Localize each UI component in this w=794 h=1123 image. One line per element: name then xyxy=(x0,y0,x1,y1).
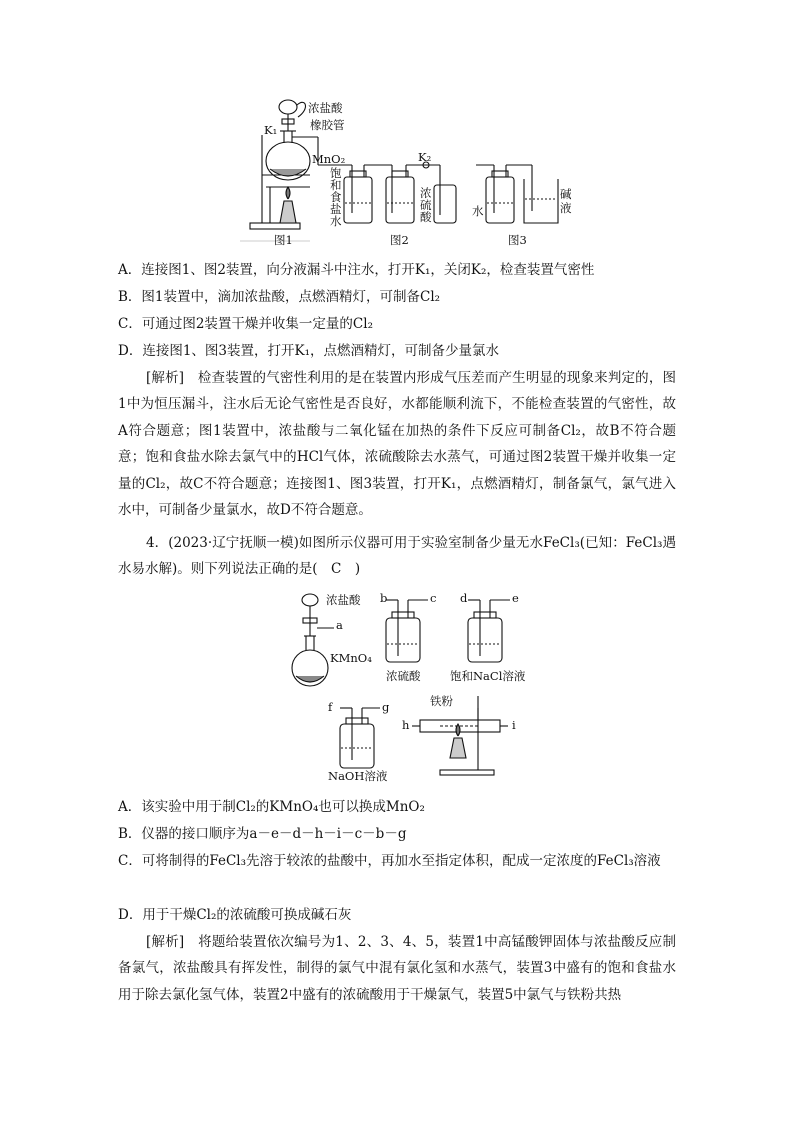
q3-option-a: A．连接图1、图2装置，向分液漏斗中注水，打开K₁，关闭K₂，检查装置气密性 xyxy=(118,262,595,278)
fig2-label-h2so4 xyxy=(420,187,432,223)
fig1-caption: 图1 xyxy=(274,233,293,247)
q4-label-f: f xyxy=(328,700,333,714)
fig3-caption: 图3 xyxy=(508,233,527,247)
q4-option-a: A．该实验中用于制Cl₂的KMnO₄也可以换成MnO₂ xyxy=(118,799,425,815)
alkali-char: 液 xyxy=(560,201,572,215)
h2so4-char: 浓 xyxy=(420,186,432,200)
q4-label-conc-hcl: 浓盐酸 xyxy=(326,593,361,607)
fig3-label-water: 水 xyxy=(472,204,484,218)
q4-option-b: B．仪器的接口顺序为a－e－d－h－i－c－b－g xyxy=(118,826,407,842)
q4-label-h: h xyxy=(402,718,410,732)
q4-label-conc-h2so4: 浓硫酸 xyxy=(386,669,421,683)
q4-option-c xyxy=(118,848,674,874)
brine-char: 饱 xyxy=(330,166,342,180)
fig3-label-alkali xyxy=(560,187,572,215)
q4-analysis-tag: [解析] xyxy=(146,934,185,950)
q4-label-d: d xyxy=(460,591,468,605)
q4-stem-text: 4．(2023·辽宁抚顺一模)如图所示仪器可用于实验室制备少量无水FeCl₃(已知：FeCl₃遇水易水解)。则下列说法正确的是( C ) xyxy=(118,535,676,578)
q4-label-i: i xyxy=(512,718,516,732)
q4-label-g: g xyxy=(382,700,390,714)
q3-analysis xyxy=(118,365,676,523)
q3-option-c: C．可通过图2装置干燥并收集一定量的Cl₂ xyxy=(118,316,373,332)
q4-label-nacl: 饱和NaCl溶液 xyxy=(450,669,526,683)
fig1-label-k1: K₁ xyxy=(264,123,278,137)
q4-option-d: D．用于干燥Cl₂的浓硫酸可换成碱石灰 xyxy=(118,907,352,923)
q3-option-b: B．图1装置中，滴加浓盐酸，点燃酒精灯，可制备Cl₂ xyxy=(118,289,441,305)
q3-option-d: D．连接图1、图3装置，打开K₁，点燃酒精灯，可制备少量氯水 xyxy=(118,343,499,359)
q4-analysis xyxy=(118,929,676,1008)
q4-label-naoh: NaOH溶液 xyxy=(328,769,388,783)
brine-char: 食 xyxy=(330,190,342,204)
brine-char: 水 xyxy=(330,214,342,228)
q3-analysis-tag: [解析] xyxy=(146,370,185,386)
fig1-label-mno2: MnO₂ xyxy=(312,152,346,166)
fig1-label-rubber-tube: 橡胶管 xyxy=(310,118,345,132)
q4-label-iron-powder: 铁粉 xyxy=(430,694,453,708)
alkali-char: 碱 xyxy=(560,187,572,201)
apparatus-figure-q4 xyxy=(290,588,540,783)
q4-option-c-text: C．可将制得的FeCl₃先溶于较浓的盐酸中，再加水至指定体积，配成一定浓度的FeCl₃溶液 xyxy=(118,853,661,869)
q4-label-kmno4: KMnO₄ xyxy=(330,651,372,665)
q4-label-c: c xyxy=(430,591,437,605)
fig2-caption: 图2 xyxy=(390,233,409,247)
q4-label-e: e xyxy=(512,591,519,605)
apparatus-figure-top xyxy=(240,95,570,245)
q3-analysis-text: 检查装置的气密性利用的是在装置内形成气压差而产生明显的现象来判定的，图1中为恒压漏斗，注水后无论气密性是否良好，水都能顺利流下，不能检查装置的气密性，故A符合题意；图1装置中，浓盐酸与二氧化锰在加热的条件下反应可制备Cl₂，故B不符合题意；饱和食盐水除去氯气中的HCl气体，浓硫酸除去水蒸气，可通过图2装置干燥并收集一定量的Cl₂，故C不符合题意；连接图1、图3装置，打开K₁，点燃酒精灯，制备氯气，氯气进入水中，可制备少量氯水，故D不符合题意。 xyxy=(118,370,676,519)
h2so4-char: 酸 xyxy=(420,210,432,224)
brine-char: 和 xyxy=(330,178,342,192)
h2so4-char: 硫 xyxy=(420,198,432,212)
q4-analysis-text: 将题给装置依次编号为1、2、3、4、5，装置1中高锰酸钾固体与浓盐酸反应制备氯气，浓盐酸具有挥发性，制得的氯气中混有氯化氢和水蒸气，装置3中盛有的饱和食盐水用于除去氯化氢气体，装置2中盛有的浓硫酸用于干燥氯气，装置5中氯气与铁粉共热 xyxy=(118,934,676,1003)
fig2-label-brine xyxy=(330,167,342,227)
q4-stem xyxy=(118,530,676,583)
q4-label-a: a xyxy=(336,618,343,632)
fig1-label-conc-hcl: 浓盐酸 xyxy=(308,101,343,115)
brine-char: 盐 xyxy=(330,202,342,216)
fig2-label-k2: K₂ xyxy=(418,150,432,164)
q4-label-b: b xyxy=(380,591,388,605)
